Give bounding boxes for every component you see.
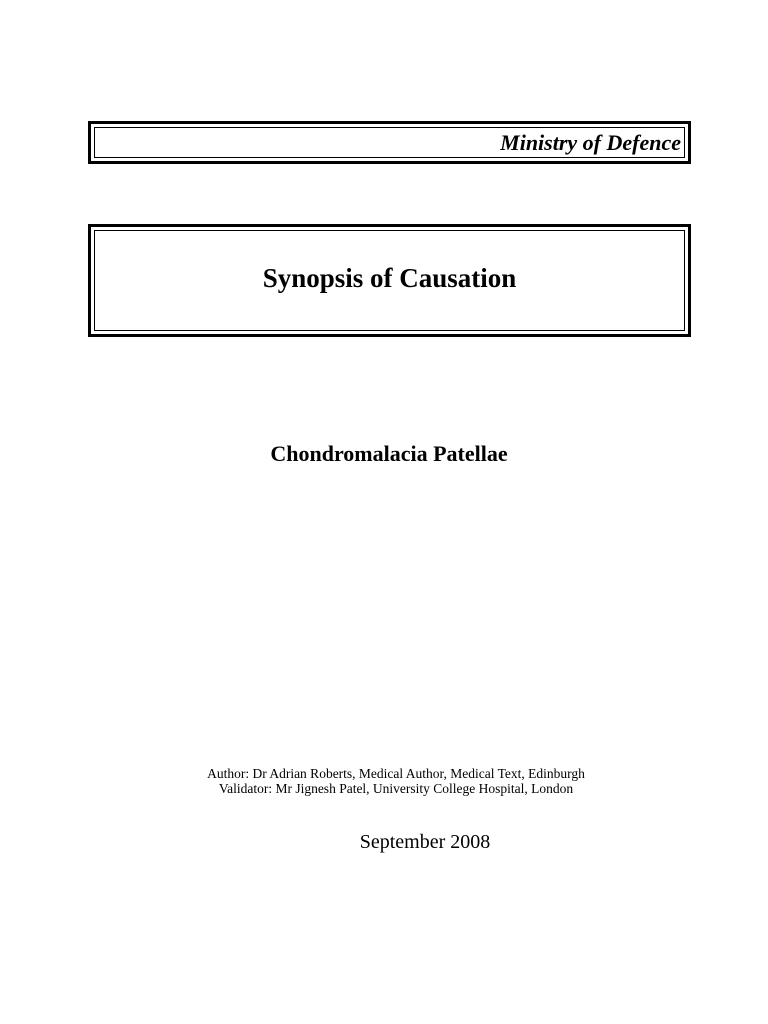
credits-block	[0, 766, 768, 796]
title-box-inner	[94, 230, 685, 331]
author-line: Author: Dr Adrian Roberts, Medical Author, Medical Text, Edinburgh	[207, 766, 585, 781]
validator-line: Validator: Mr Jignesh Patel, University College Hospital, London	[218, 781, 574, 796]
organisation-banner-inner	[94, 127, 685, 158]
title-box	[88, 224, 691, 337]
organisation-banner	[88, 121, 691, 164]
condition-title: Chondromalacia Patellae	[270, 441, 508, 466]
document-title: Synopsis of Causation	[262, 263, 517, 293]
organisation-name: Ministry of Defence	[500, 129, 681, 155]
document-date: September 2008	[359, 831, 491, 853]
